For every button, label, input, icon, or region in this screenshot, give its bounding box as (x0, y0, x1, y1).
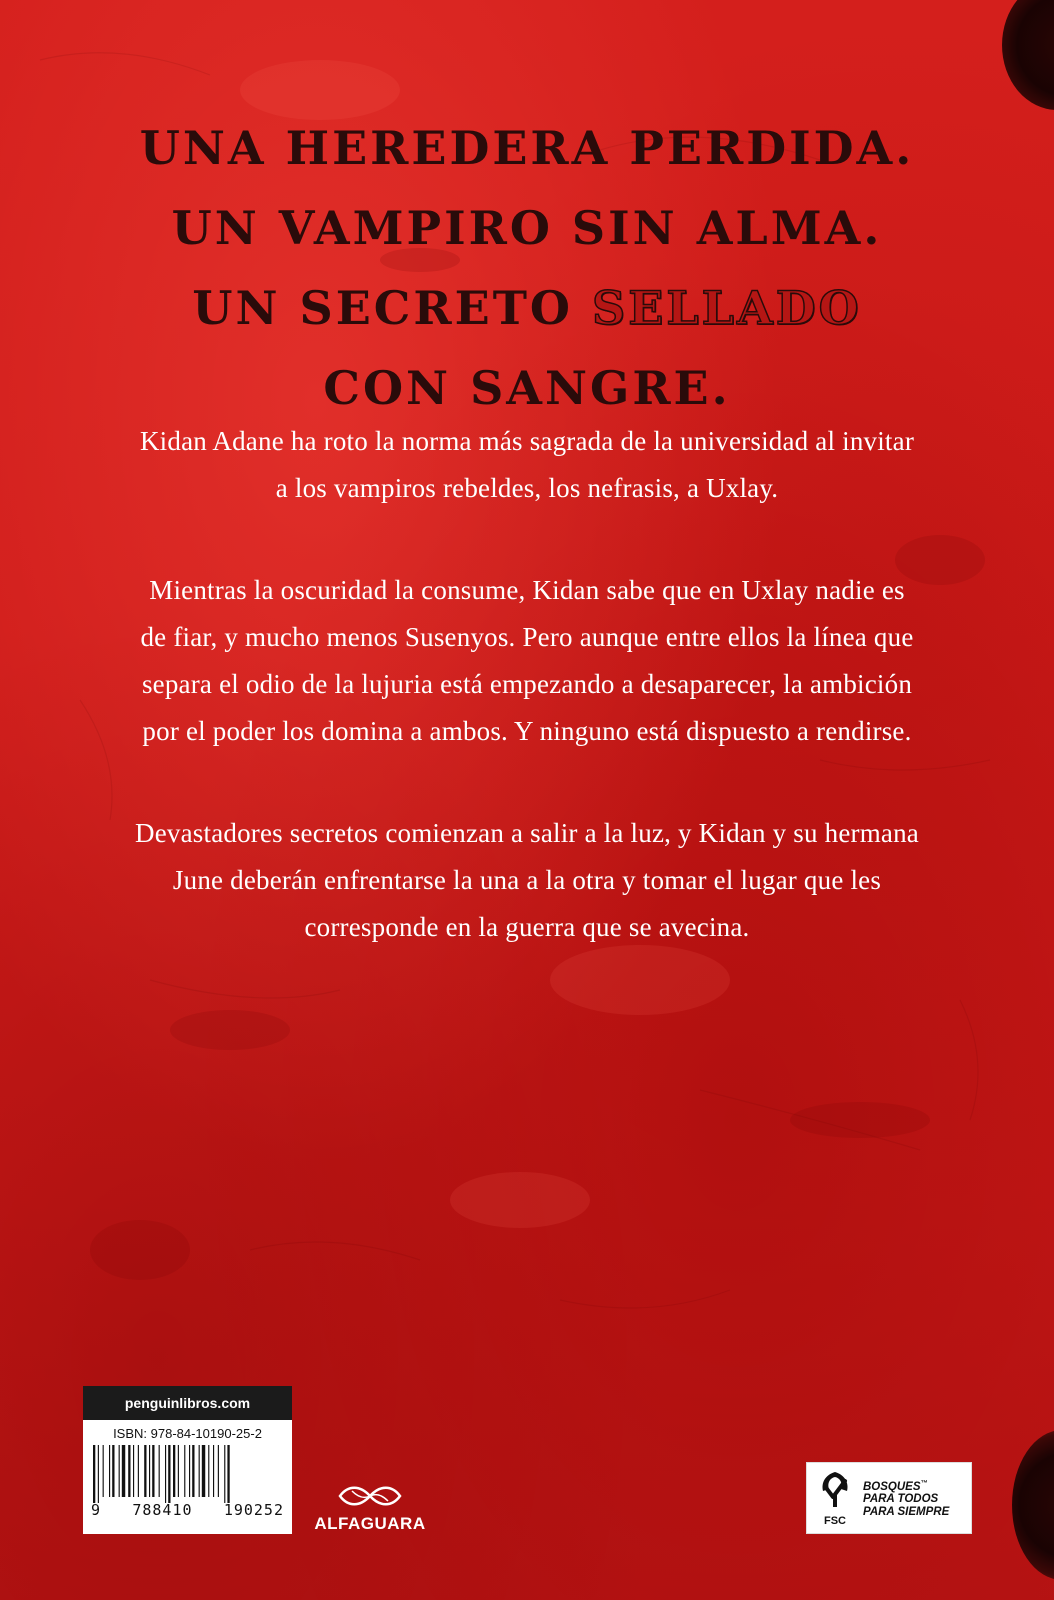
barcode-bar (218, 1445, 219, 1497)
blurb-line: de fiar, y mucho menos Susenyos. Pero aunque entre ellos la línea que (140, 622, 914, 652)
barcode-bar (122, 1445, 125, 1497)
barcode-bar (112, 1445, 114, 1497)
headline-line-1: UNA HEREDERA PERDIDA. (139, 121, 915, 175)
website-label[interactable]: penguinlibros.com (83, 1386, 292, 1420)
barcode-bar (138, 1445, 139, 1497)
barcode-bar (199, 1445, 200, 1497)
isbn-barcode-box (83, 1420, 292, 1534)
publisher-name: ALFAGUARA (314, 1514, 426, 1533)
headline-line-4: CON SANGRE. (323, 361, 731, 415)
blurb-paragraph-1 (70, 418, 984, 512)
dark-corner-stain-bottom (1012, 1430, 1054, 1580)
barcode-digits-left: 788410 (132, 1501, 193, 1519)
fsc-slogan-line-1: BOSQUES (863, 1480, 921, 1493)
barcode-bar (144, 1445, 146, 1497)
isbn-label: ISBN: 978-84-10190-25-2 (113, 1426, 262, 1441)
blurb-line: a los vampiros rebeldes, los nefrasis, a Uxlay. (275, 473, 779, 503)
fsc-logo (813, 1469, 857, 1527)
fsc-badge (806, 1462, 972, 1534)
barcode-digits (91, 1501, 284, 1519)
blurb-line: separa el odio de la lujuria está empezando a desaparecer, la ambición (141, 669, 913, 699)
barcode-bar (152, 1445, 154, 1497)
headline (0, 108, 1054, 428)
blurb-line: corresponde en la guerra que se avecina. (304, 912, 750, 942)
barcode-bar (103, 1445, 104, 1497)
barcode-bar (208, 1445, 209, 1497)
publisher-logo (306, 1485, 434, 1534)
barcode-bar (149, 1445, 150, 1497)
blurb-paragraph-2 (70, 567, 984, 755)
barcode-digit-first: 9 (91, 1501, 102, 1519)
barcode-digits-right: 190252 (223, 1501, 284, 1519)
barcode-bar (93, 1445, 95, 1503)
headline-line-2: UN VAMPIRO SIN ALMA. (171, 201, 883, 255)
headline-emphasis-sellado: SELLADO (592, 281, 862, 335)
barcode-bar (128, 1445, 130, 1497)
blurb-paragraph-3 (70, 810, 984, 951)
barcode-bar (192, 1445, 194, 1497)
barcode-icon (91, 1445, 284, 1503)
barcode-bar (165, 1445, 166, 1503)
barcode-bar (109, 1445, 110, 1497)
blurb-line: por el poder los domina a ambos. Y ninguno está dispuesto a rendirse. (142, 716, 912, 746)
barcode-bar (119, 1445, 120, 1497)
barcode-bar (202, 1445, 205, 1497)
blurb-line: Devastadores secretos comienzan a salir a la luz, y Kidan y su hermana (135, 818, 919, 848)
barcode-bar (184, 1445, 185, 1497)
headline-line-3-text: UN SECRETO (192, 281, 593, 335)
barcode-bar (227, 1445, 229, 1503)
barcode-bar (98, 1445, 99, 1503)
infinity-knot-icon (334, 1485, 406, 1507)
barcode-bar (189, 1445, 190, 1497)
blurb-line: June deberán enfrentarse la una a la otra y tomar el lugar que les (172, 865, 882, 895)
tree-check-icon (815, 1469, 855, 1509)
barcode-bar (133, 1445, 134, 1497)
headline-line-3 (0, 268, 1054, 348)
fsc-slogan-line-3: PARA SIEMPRE (863, 1506, 950, 1519)
blurb-line: Kidan Adane ha roto la norma más sagrada de la universidad al invitar (139, 426, 915, 456)
barcode-bar (173, 1445, 175, 1497)
fsc-slogan-line-2: PARA TODOS (863, 1493, 939, 1506)
fsc-slogan (863, 1477, 949, 1520)
barcode-bar (224, 1445, 225, 1503)
barcode-bar (213, 1445, 214, 1497)
barcode-bar (178, 1445, 179, 1497)
fsc-trademark: ™ (920, 1479, 928, 1487)
dark-corner-stain-top (1002, 0, 1054, 110)
barcode-bar (168, 1445, 170, 1503)
blurb-line: Mientras la oscuridad la consume, Kidan sabe que en Uxlay nadie es (149, 575, 905, 605)
fsc-label: FSC (824, 1515, 846, 1527)
barcode-bar (159, 1445, 160, 1497)
